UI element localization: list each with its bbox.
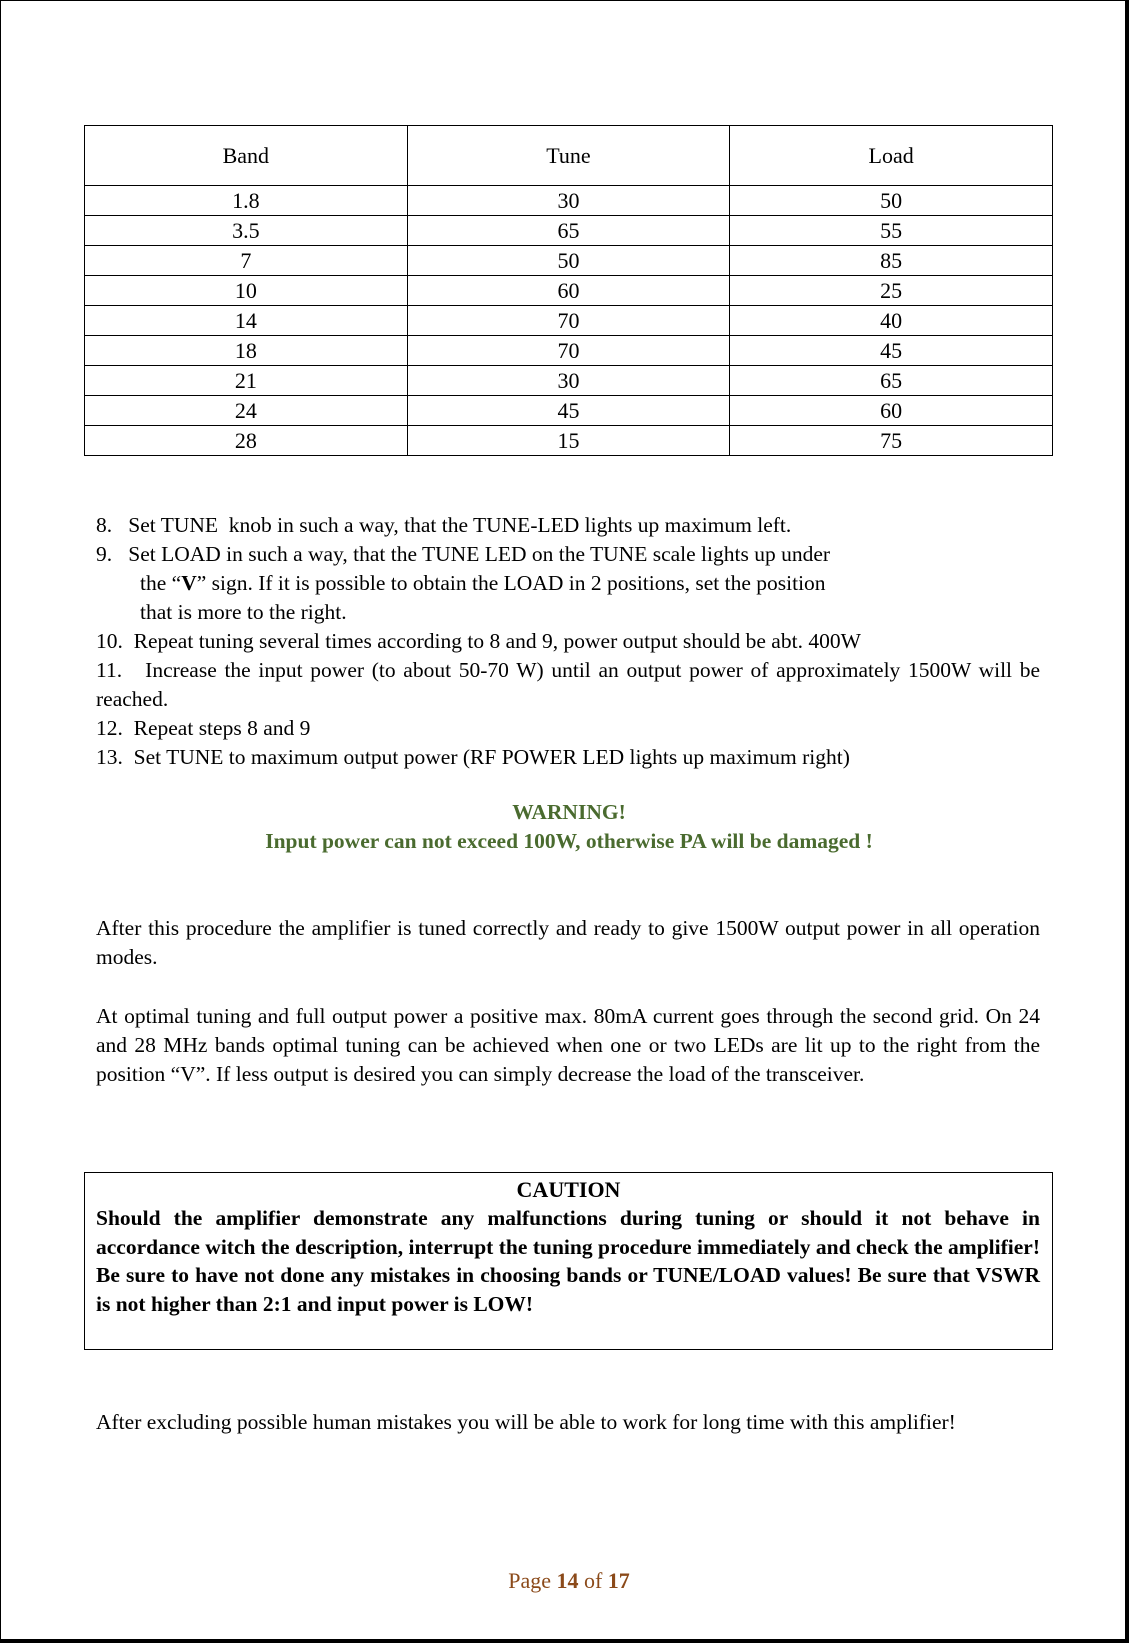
cell-band: 3.5 xyxy=(85,216,408,246)
step-9-line-3 xyxy=(140,598,347,626)
page-footer xyxy=(0,1568,1138,1594)
cell-band: 10 xyxy=(85,276,408,306)
cell-tune: 50 xyxy=(407,246,730,276)
band-tune-load-table xyxy=(84,125,1053,456)
cell-band: 24 xyxy=(85,396,408,426)
step-8 xyxy=(96,511,791,539)
table-row xyxy=(85,396,1053,426)
step-9-line-2 xyxy=(140,569,826,597)
step-text: Set TUNE to maximum output power (RF POWER LED lights up maximum right) xyxy=(133,745,850,769)
table-row xyxy=(85,246,1053,276)
table-row xyxy=(85,366,1053,396)
step-text-pre: the “ xyxy=(140,571,182,595)
step-number: 13. xyxy=(96,745,123,769)
header-load: Load xyxy=(730,126,1053,186)
cell-tune: 45 xyxy=(407,396,730,426)
step-text-post: ” sign. If it is possible to obtain the LOAD in 2 positions, set the position xyxy=(196,571,826,595)
step-text: Increase the input power (to about 50-70 W) until an output power of approximately 1500W will be reached. xyxy=(96,658,1041,711)
cell-band: 18 xyxy=(85,336,408,366)
cell-band: 28 xyxy=(85,426,408,456)
cell-band: 1.8 xyxy=(85,186,408,216)
table-row xyxy=(85,426,1053,456)
cell-load: 40 xyxy=(730,306,1053,336)
cell-tune: 65 xyxy=(407,216,730,246)
cell-tune: 70 xyxy=(407,306,730,336)
cell-load: 45 xyxy=(730,336,1053,366)
cell-tune: 60 xyxy=(407,276,730,306)
step-text: Repeat tuning several times according to 8 and 9, power output should be abt. 400W xyxy=(133,629,861,653)
step-number: 10. xyxy=(96,629,123,653)
page-number: 14 xyxy=(556,1568,579,1593)
cell-tune: 30 xyxy=(407,186,730,216)
table-body xyxy=(85,186,1053,456)
cell-band: 21 xyxy=(85,366,408,396)
table-row xyxy=(85,186,1053,216)
table-header-row xyxy=(85,126,1053,186)
step-text: that is more to the right. xyxy=(140,600,347,624)
step-10 xyxy=(96,627,861,655)
table-row xyxy=(85,336,1053,366)
cell-load: 55 xyxy=(730,216,1053,246)
cell-load: 25 xyxy=(730,276,1053,306)
paragraph-closing: After excluding possible human mistakes you will be able to work for long time with this amplifier! xyxy=(96,1410,956,1434)
cell-tune: 70 xyxy=(407,336,730,366)
caution-title: CAUTION xyxy=(516,1177,621,1202)
page-word: Page xyxy=(508,1568,551,1593)
step-9 xyxy=(96,540,830,568)
cell-tune: 15 xyxy=(407,426,730,456)
header-band: Band xyxy=(85,126,408,186)
step-number: 12. xyxy=(96,716,123,740)
paragraph-optimal-tuning: At optimal tuning and full output power a positive max. 80mA current goes through the second grid. On 24 and 28 MHz bands optimal tuning can be achieved when one or two LEDs are lit up to the right from the position “V”. If less output is desired you can simply decrease the load of the transceiver. xyxy=(96,1004,1040,1086)
cell-load: 60 xyxy=(730,396,1053,426)
paragraph-after-procedure: After this procedure the amplifier is tuned correctly and ready to give 1500W output power in all operation modes. xyxy=(96,916,1040,969)
cell-load: 75 xyxy=(730,426,1053,456)
caution-text: Should the amplifier demonstrate any malfunctions during tuning or should it not behave in accordance witch the description, interrupt the tuning procedure immediately and check the amplifier! Be sure to have not done any mistakes in choosing bands or TUNE/LOAD values! Be sure that VSWR is not higher than 2:1 and input power is LOW! xyxy=(96,1206,1040,1316)
cell-load: 50 xyxy=(730,186,1053,216)
page-total: 17 xyxy=(607,1568,630,1593)
table-row xyxy=(85,306,1053,336)
step-text: Set LOAD in such a way, that the TUNE LED on the TUNE scale lights up under xyxy=(128,542,831,566)
step-text: Repeat steps 8 and 9 xyxy=(133,716,311,740)
step-13 xyxy=(96,743,850,771)
step-12 xyxy=(96,714,310,742)
cell-band: 7 xyxy=(85,246,408,276)
v-sign: V xyxy=(181,571,197,595)
cell-band: 14 xyxy=(85,306,408,336)
cell-load: 85 xyxy=(730,246,1053,276)
of-word: of xyxy=(583,1568,603,1593)
table-row xyxy=(85,216,1053,246)
step-number: 9. xyxy=(96,542,113,566)
cell-load: 65 xyxy=(730,366,1053,396)
step-11 xyxy=(96,656,1040,714)
warning-text: Input power can not exceed 100W, otherwise PA will be damaged ! xyxy=(265,829,873,853)
caution-box xyxy=(84,1172,1053,1350)
table-row xyxy=(85,276,1053,306)
header-tune: Tune xyxy=(407,126,730,186)
step-text: Set TUNE knob in such a way, that the TUNE-LED lights up maximum left. xyxy=(128,513,792,537)
step-number: 11. xyxy=(96,658,123,682)
cell-tune: 30 xyxy=(407,366,730,396)
warning-title: WARNING! xyxy=(512,800,626,824)
step-number: 8. xyxy=(96,513,113,537)
